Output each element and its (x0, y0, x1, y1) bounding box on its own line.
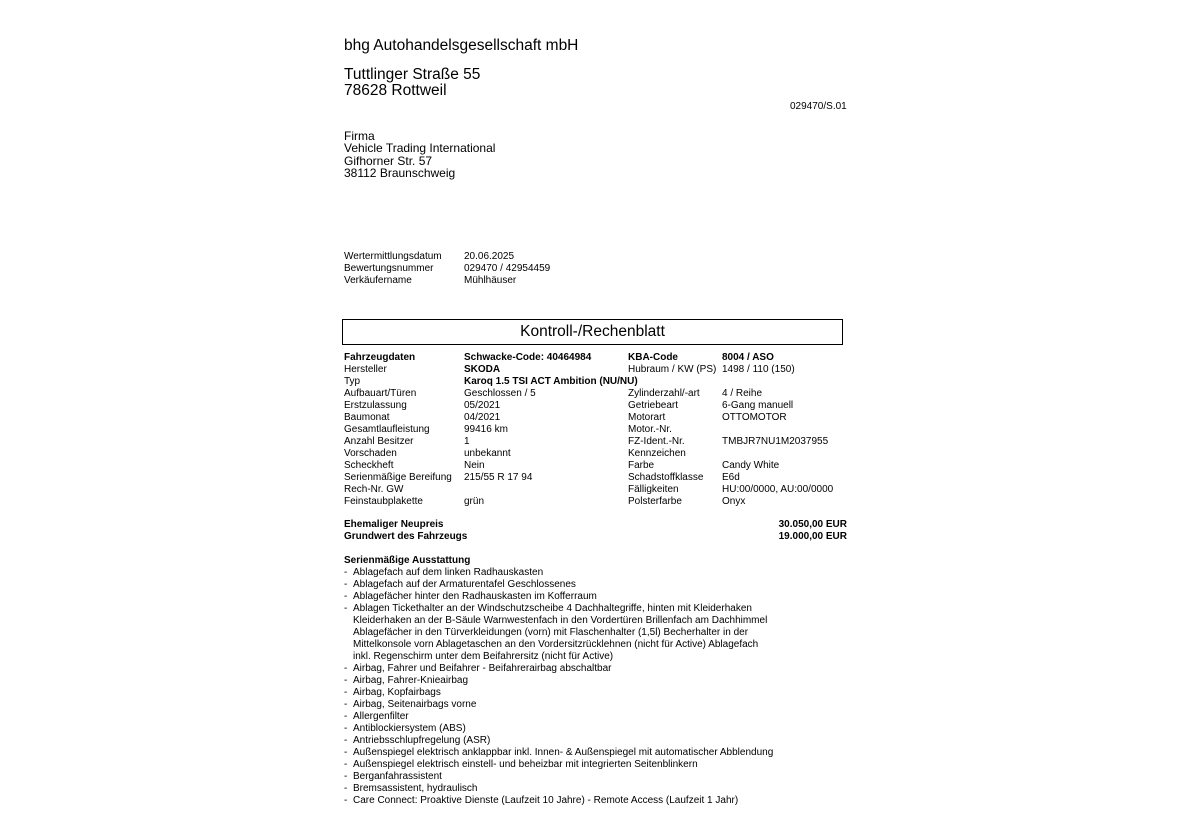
field-value: 99416 km (464, 424, 508, 435)
price-label: Ehemaliger Neupreis (344, 519, 444, 530)
equipment-item: - Allergenfilter (344, 711, 409, 722)
recipient-line: Gifhorner Str. 57 (344, 153, 433, 168)
field-label: Erstzulassung (344, 400, 407, 411)
meta-value: Mühlhäuser (464, 275, 517, 286)
field-label: KBA-Code (628, 352, 678, 363)
meta-label: Wertermittlungsdatum (344, 251, 442, 262)
field-label: Serienmäßige Bereifung (344, 472, 452, 483)
equipment-item-text: Care Connect: Proaktive Dienste (Laufzeit 10 Jahre) - Remote Access (Laufzeit 1 Jahr) (353, 795, 739, 806)
recipient-line: Firma (344, 129, 375, 143)
document-reference: 029470/S.01 (790, 101, 847, 112)
field-value: 4 / Reihe (722, 388, 763, 399)
equipment-item: - Antriebsschlupfregelung (ASR) (344, 735, 491, 746)
meta-label: Bewertungsnummer (344, 263, 434, 274)
field-value: grün (464, 496, 485, 507)
recipient-address (344, 130, 495, 179)
equipment-item-text: Ablagefach auf dem linken Radhauskasten (353, 567, 544, 578)
equipment-item-text: Berganfahrassistent (353, 771, 442, 782)
field-label: Schadstoffklasse (628, 472, 704, 483)
field-value: 05/2021 (464, 400, 501, 411)
equipment-item: - Airbag, Kopfairbags (344, 687, 441, 698)
field-label: Getriebeart (628, 400, 679, 411)
meta-value: 029470 / 42954459 (464, 263, 551, 274)
field-value: unbekannt (464, 448, 511, 459)
recipient-line: Vehicle Trading International (344, 141, 496, 156)
field-value: 1 (464, 436, 470, 447)
equipment-item-text: Antiblockiersystem (ABS) (353, 723, 466, 734)
recipient-line: 38112 Braunschweig (344, 165, 456, 180)
field-label: Motorart (628, 412, 666, 423)
meta-value: 20.06.2025 (464, 251, 515, 262)
equipment-item: - Bremsassistent, hydraulisch (344, 783, 478, 794)
field-value: Karoq 1.5 TSI ACT Ambition (NU/NU) (464, 376, 638, 387)
field-value: HU:00/0000, AU:00/0000 (722, 484, 834, 495)
field-value: 6-Gang manuell (722, 400, 794, 411)
field-value: Onyx (722, 496, 746, 507)
field-label: Farbe (628, 460, 655, 471)
equipment-item: - Airbag, Seitenairbags vorne (344, 699, 477, 710)
equipment-item-text: Außenspiegel elektrisch anklappbar inkl. Innen- & Außenspiegel mit automatischer Abblendung (353, 747, 774, 758)
field-value: 215/55 R 17 94 (464, 472, 533, 483)
dealer-city: 78628 Rottweil (344, 82, 447, 99)
field-label: Typ (344, 376, 361, 387)
field-label: Polsterfarbe (628, 496, 682, 507)
equipment-item: - Ablagefächer hinter den Radhauskasten im Kofferraum (344, 591, 597, 602)
field-label: Fahrzeugdaten (344, 352, 416, 363)
equipment-item-text: Außenspiegel elektrisch einstell- und beheizbar mit integrierten Seitenblinkern (353, 759, 698, 770)
equipment-item: - Außenspiegel elektrisch einstell- und beheizbar mit integrierten Seitenblinkern (344, 759, 698, 770)
field-value: Candy White (722, 460, 780, 471)
field-value: E6d (722, 472, 740, 483)
equipment-item: - Ablagen Tickethalter an der Windschutzscheibe 4 Dachhaltegriffe, hinten mit Kleiderhaken Kleiderhaken an der B-Säule Warnwestenfach in den Vordertüren Brillenfach am Dachhimmel Ablagefächer in den Türverkleidungen (vorn) mit Flaschenhalter (1,5l) Becherhalter in der Mittelkonsole vorn Ablagetaschen an den Vordersitzrücklehnen (nicht für Active) Ablagefach inkl. Regenschirm unter dem Beifahrersitz (nicht für Active) (344, 603, 768, 662)
field-label: Baumonat (344, 412, 390, 423)
sheet-title: Kontroll-/Rechenblatt (342, 319, 843, 345)
field-label: FZ-Ident.-Nr. (628, 436, 685, 447)
equipment-item-text: Ablagen Tickethalter an der Windschutzscheibe 4 Dachhaltegriffe, hinten mit Kleiderhaken Kleiderhaken an der B-Säule Warnwestenfach in den Vordertüren Brillenfach am Dachhimmel Ablagefächer in den Türverkleidungen (vorn) mit Flaschenhalter (1,5l) Becherhalter in der Mittelkonsole vorn Ablagetaschen an den Vordersitzrücklehnen (nicht für Active) Ablagefach inkl. Regenschirm unter dem Beifahrersitz (nicht für Active) (353, 603, 768, 662)
equipment-item-text: Antriebsschlupfregelung (ASR) (353, 735, 491, 746)
equipment-item: - Antiblockiersystem (ABS) (344, 723, 466, 734)
equipment-item: - Ablagefach auf der Armaturentafel Geschlossenes (344, 579, 576, 590)
field-value: TMBJR7NU1M2037955 (722, 436, 829, 447)
field-label: Kennzeichen (628, 448, 686, 459)
field-label: Rech-Nr. GW (344, 484, 404, 495)
equipment-list (344, 567, 773, 807)
valuation-meta (344, 251, 550, 287)
equipment-item: - Airbag, Fahrer und Beifahrer - Beifahrerairbag abschaltbar (344, 663, 612, 674)
price-summary (344, 519, 847, 543)
field-label: Hersteller (344, 364, 387, 375)
equipment-item: - Care Connect: Proaktive Dienste (Laufzeit 10 Jahre) - Remote Access (Laufzeit 1 Jahr) (344, 795, 739, 806)
equipment-item: - Ablagefach auf dem linken Radhauskasten (344, 567, 544, 578)
field-value: OTTOMOTOR (722, 412, 787, 423)
field-label: Scheckheft (344, 460, 394, 471)
equipment-item-text: Ablagefach auf der Armaturentafel Geschlossenes (353, 579, 576, 590)
standard-equipment (344, 555, 773, 807)
field-label: Gesamtlaufleistung (344, 424, 430, 435)
equipment-item-text: Airbag, Fahrer-Knieairbag (353, 675, 469, 686)
equipment-item: - Außenspiegel elektrisch anklappbar inkl. Innen- & Außenspiegel mit automatischer Abblendung (344, 747, 774, 758)
field-value: Nein (464, 460, 485, 471)
field-value: 1498 / 110 (150) (722, 364, 795, 375)
field-label: Vorschaden (344, 448, 397, 459)
equipment-item-text: Bremsassistent, hydraulisch (353, 783, 478, 794)
equipment-item-text: Allergenfilter (353, 711, 409, 722)
field-label: Aufbauart/Türen (344, 388, 417, 399)
field-label: Anzahl Besitzer (344, 436, 414, 447)
price-label: Grundwert des Fahrzeugs (344, 531, 468, 542)
field-value: Schwacke-Code: 40464984 (464, 352, 592, 363)
equipment-item-text: Airbag, Seitenairbags vorne (353, 699, 477, 710)
equipment-item-text: Ablagefächer hinter den Radhauskasten im Kofferraum (353, 591, 597, 602)
field-value: 8004 / ASO (722, 352, 774, 363)
price-value: 19.000,00 EUR (778, 531, 847, 542)
equipment-item: - Airbag, Fahrer-Knieairbag (344, 675, 469, 686)
equipment-item-text: Airbag, Fahrer und Beifahrer - Beifahrerairbag abschaltbar (353, 663, 612, 674)
field-value: 04/2021 (464, 412, 501, 423)
equipment-item: - Berganfahrassistent (344, 771, 442, 782)
dealer-street: Tuttlinger Straße 55 (344, 66, 481, 83)
equipment-item-text: Airbag, Kopfairbags (353, 687, 441, 698)
field-label: Motor.-Nr. (628, 424, 672, 435)
field-value: SKODA (464, 364, 501, 375)
field-label: Fälligkeiten (628, 484, 679, 495)
field-label: Zylinderzahl/-art (628, 388, 700, 399)
meta-label: Verkäufername (344, 275, 412, 286)
price-value: 30.050,00 EUR (778, 519, 847, 530)
field-label: Hubraum / KW (PS) (628, 364, 717, 375)
field-label: Feinstaubplakette (344, 496, 423, 507)
equipment-heading: Serienmäßige Ausstattung (344, 555, 471, 566)
dealer-name: bhg Autohandelsgesellschaft mbH (344, 37, 579, 54)
field-value: Geschlossen / 5 (464, 388, 536, 399)
